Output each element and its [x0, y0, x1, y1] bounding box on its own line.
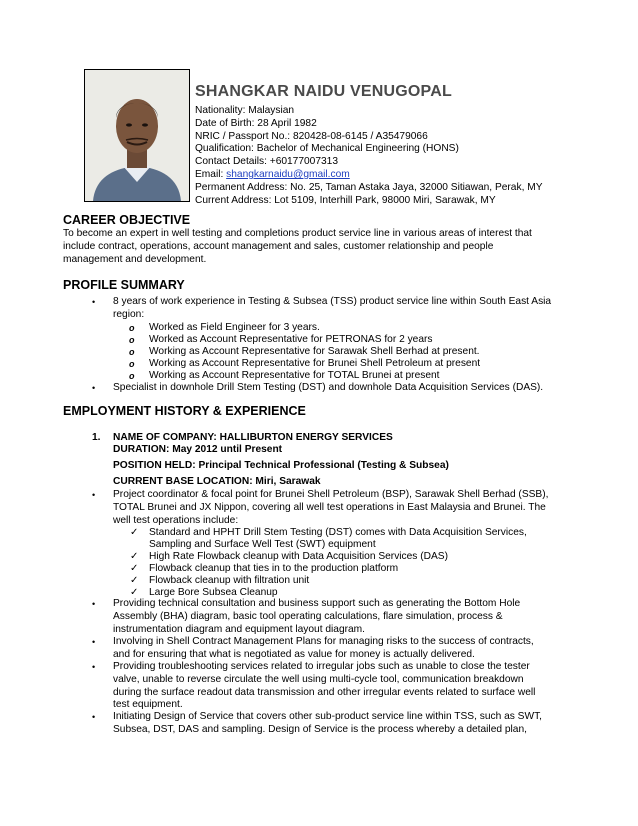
email-line — [195, 169, 615, 182]
sub-bullet-icon: o — [129, 323, 135, 333]
qualification-line: Qualification: Bachelor of Mechanical Engineering (HONS) — [195, 143, 459, 155]
profile-sub-item: Working as Account Representative for TOTAL Brunei at present — [149, 370, 440, 381]
bullet-icon: • — [92, 662, 96, 672]
profile-sub-item: Working as Account Representative for Sarawak Shell Berhad at present. — [149, 346, 480, 357]
nationality-line: Nationality: Malaysian — [195, 105, 295, 116]
duty-text: TOTAL Brunei and JX Nippon, covering all well test operations in East Malaysia and Brunei. The — [113, 501, 546, 513]
duty-text: Subsea, DST, DAS and sampling. Design of Service is the process whereby a detailed plan, — [113, 723, 527, 735]
duty-technical-consultation — [113, 598, 583, 636]
duty-text: valve, unable to reverse circulate the well using multi-cycle tool, communication breakdown — [113, 673, 524, 685]
profile-sub-item: Worked as Field Engineer for 3 years. — [149, 322, 320, 333]
position-held: POSITION HELD: Principal Technical Professional (Testing & Subsea) — [113, 460, 449, 471]
base-location: CURRENT BASE LOCATION: Miri, Sarawak — [113, 476, 321, 487]
duty-text: Project coordinator & focal point for Brunei Shell Petroleum (BSP), Sarawak Shell Berhad (SSB), — [113, 489, 549, 500]
check-icon: ✓ — [130, 575, 139, 586]
dob-line: Date of Birth: 28 April 1982 — [195, 117, 317, 129]
check-item: Standard and HPHT Drill Stem Testing (DST) comes with Data Acquisition Services, — [149, 527, 527, 538]
bullet-icon: • — [92, 490, 96, 500]
duty-text: Providing troubleshooting services related to irregular jobs such as unable to close the tester — [113, 661, 530, 672]
duty-text: Initiating Design of Service that covers other sub-product service line within TSS, such as SWT, — [113, 711, 543, 722]
sub-bullet-icon: o — [129, 335, 135, 345]
duty-text: and for ensuring that what is negotiated as value for money is actually delivered. — [113, 648, 475, 660]
profile-sub-item: Worked as Account Representative for PETRONAS for 2 years — [149, 334, 433, 345]
sub-bullet-icon: o — [129, 347, 135, 357]
portrait-image — [85, 70, 189, 201]
check-item-continued: Sampling and Surface Well Test (SWT) equipment — [149, 539, 376, 550]
job-duration: DURATION: May 2012 until Present — [113, 444, 283, 455]
profile-text: 8 years of work experience in Testing & Subsea (TSS) product service line within South East Asia — [113, 296, 552, 307]
check-item: Large Bore Subsea Cleanup — [149, 587, 278, 598]
duty-text: test equipment. — [113, 699, 183, 711]
duty-troubleshooting — [113, 661, 583, 712]
duty-text: during the surface readout data transmission and other irregular events related to surface well — [113, 686, 536, 698]
check-item: High Rate Flowback cleanup with Data Acquisition Services (DAS) — [149, 551, 448, 562]
sub-bullet-icon: o — [129, 371, 135, 381]
sub-bullet-icon: o — [129, 359, 135, 369]
career-objective-text — [63, 228, 573, 266]
career-line: include contract, operations, account management and sales, customer relationship and people — [63, 240, 494, 252]
permanent-address-line: Permanent Address: No. 25, Taman Astaka Jaya, 32000 Sitiawan, Perak, MY — [195, 181, 543, 193]
bullet-icon: • — [92, 383, 96, 393]
check-icon: ✓ — [130, 587, 139, 598]
company-name: NAME OF COMPANY: HALLIBURTON ENERGY SERVICES — [113, 432, 393, 443]
email-link[interactable]: shangkarnaidu@gmail.com — [226, 168, 350, 180]
duty-text: Involving in Shell Contract Management Plans for managing risks to the success of contracts, — [113, 636, 534, 647]
contact-line: Contact Details: +60177007313 — [195, 156, 339, 168]
profile-text: region: — [113, 308, 145, 320]
duty-project-coordinator — [113, 489, 583, 527]
duty-text: Providing technical consultation and business support such as generating the Bottom Hole — [113, 598, 521, 609]
employment-heading: EMPLOYMENT HISTORY & EXPERIENCE — [63, 404, 306, 418]
nric-line: NRIC / Passport No.: 820428-08-6145 / A35479066 — [195, 130, 428, 142]
current-address-line: Current Address: Lot 5109, Interhill Park, 98000 Miri, Sarawak, MY — [195, 194, 496, 206]
check-icon: ✓ — [130, 527, 139, 538]
check-icon: ✓ — [130, 563, 139, 574]
email-label: Email: — [195, 168, 227, 180]
bullet-icon: • — [92, 297, 96, 307]
duty-text: well test operations include: — [113, 514, 239, 526]
career-objective-heading: CAREER OBJECTIVE — [63, 213, 191, 227]
candidate-name: SHANGKAR NAIDU VENUGOPAL — [195, 83, 452, 100]
career-line: To become an expert in well testing and completions product service line in various areas of interest that — [63, 228, 532, 239]
profile-summary-heading: PROFILE SUMMARY — [63, 278, 185, 292]
career-line: management and development. — [63, 253, 207, 265]
bullet-icon: • — [92, 599, 96, 609]
profile-bullet-experience — [113, 296, 583, 322]
bullet-icon: • — [92, 712, 96, 722]
check-icon: ✓ — [130, 551, 139, 562]
profile-photo — [84, 69, 190, 202]
profile-sub-item: Working as Account Representative for Brunei Shell Petroleum at present — [149, 358, 481, 369]
bullet-icon: • — [92, 637, 96, 647]
duty-contract-management — [113, 636, 583, 662]
duty-text: Assembly (BHA) diagram, basic tool operating calculations, flare simulation, process & — [113, 610, 503, 622]
check-item: Flowback cleanup that ties in to the production platform — [149, 563, 399, 574]
duty-text: instrumentation diagram and equipment layout diagram. — [113, 623, 366, 635]
duty-design-of-service — [113, 711, 583, 737]
check-item: Flowback cleanup with filtration unit — [149, 575, 310, 586]
profile-bullet-specialist: Specialist in downhole Drill Stem Testing (DST) and downhole Data Acquisition Services (DAS). — [113, 382, 544, 393]
personal-details — [195, 83, 615, 207]
job-number: 1. — [92, 432, 101, 443]
